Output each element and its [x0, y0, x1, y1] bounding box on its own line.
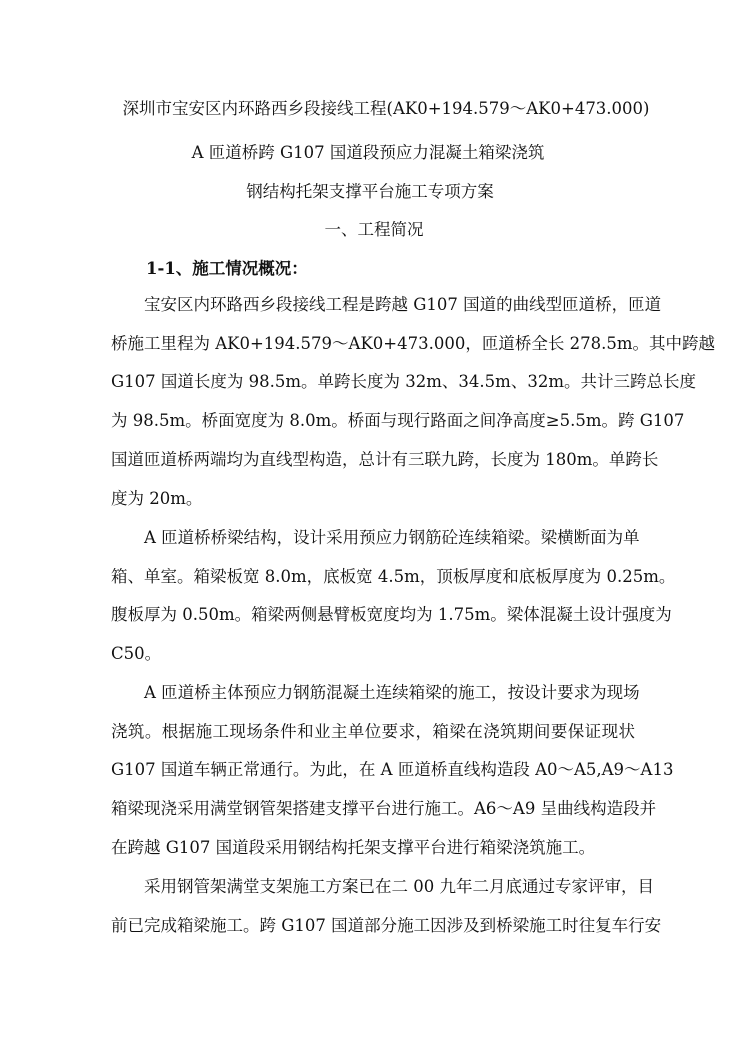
- paragraph-line: A 匝道桥桥梁结构，设计采用预应力钢筋砼连续箱梁。梁横断面为单: [144, 528, 640, 547]
- paragraph-line: 度为 20m。: [111, 488, 203, 508]
- paragraph-line: 在跨越 G107 国道段采用钢结构托架支撑平台进行箱梁浇筑施工。: [111, 837, 596, 857]
- paragraph-line: 腹板厚为 0.50m。箱梁两侧悬臂板宽度均为 1.75m。梁体混凝土设计强度为: [111, 605, 672, 625]
- paragraph-line: A 匝道桥主体预应力钢筋混凝土连续箱梁的施工，按设计要求为现场: [144, 683, 640, 702]
- paragraph-bridge-structure: [111, 519, 676, 674]
- subsection-heading: 1-1、施工情况概况：: [146, 259, 308, 278]
- paragraph-line: 为 98.5m。桥面宽度为 8.0m。桥面与现行路面之间净高度≥5.5m。跨 G107: [111, 411, 685, 431]
- document-title-line-2: A 匝道桥跨 G107 国道段预应力混凝土箱梁浇筑: [191, 143, 545, 162]
- paragraph-line: 宝安区内环路西乡段接线工程是跨越 G107 国道的曲线型匝道桥，匝道: [144, 295, 662, 314]
- paragraph-line: 浇筑。根据施工现场条件和业主单位要求，箱梁在浇筑期间要保证现状: [111, 721, 635, 741]
- paragraph-construction-method: [111, 674, 674, 868]
- paragraph-line: 桥施工里程为 AK0+194.579～AK0+473.000，匝道桥全长 278.5m。其中跨越: [111, 333, 715, 353]
- paragraph-review-status: [111, 868, 662, 945]
- paragraph-line: G107 国道长度为 98.5m。单跨长度为 32m、34.5m、32m。共计三跨总长度: [111, 372, 696, 392]
- paragraph-line: C50。: [111, 644, 162, 664]
- paragraph-overview: [111, 286, 715, 518]
- document-title-line-3: 钢结构托架支撑平台施工专项方案: [246, 182, 494, 201]
- paragraph-line: 采用钢管架满堂支架施工方案已在二 00 九年二月底通过专家评审，目: [144, 877, 654, 896]
- paragraph-line: 国道匝道桥两端均为直线型构造，总计有三联九跨，长度为 180m。单跨长: [111, 449, 659, 469]
- document-title-line-1: 深圳市宝安区内环路西乡段接线工程(AK0+194.579～AK0+473.000): [122, 99, 650, 118]
- paragraph-line: G107 国道车辆正常通行。为此，在 A 匝道桥直线构造段 A0～A5,A9～A13: [111, 760, 674, 780]
- section-title: 一、工程简况: [324, 220, 424, 239]
- paragraph-line: 箱、单室。箱梁板宽 8.0m，底板宽 4.5m，顶板厚度和底板厚度为 0.25m。: [111, 566, 676, 586]
- paragraph-line: 前已完成箱梁施工。跨 G107 国道部分施工因涉及到桥梁施工时往复车行安: [111, 915, 662, 935]
- paragraph-line: 箱梁现浇采用满堂钢管架搭建支撑平台进行施工。A6～A9 呈曲线构造段并: [111, 799, 657, 819]
